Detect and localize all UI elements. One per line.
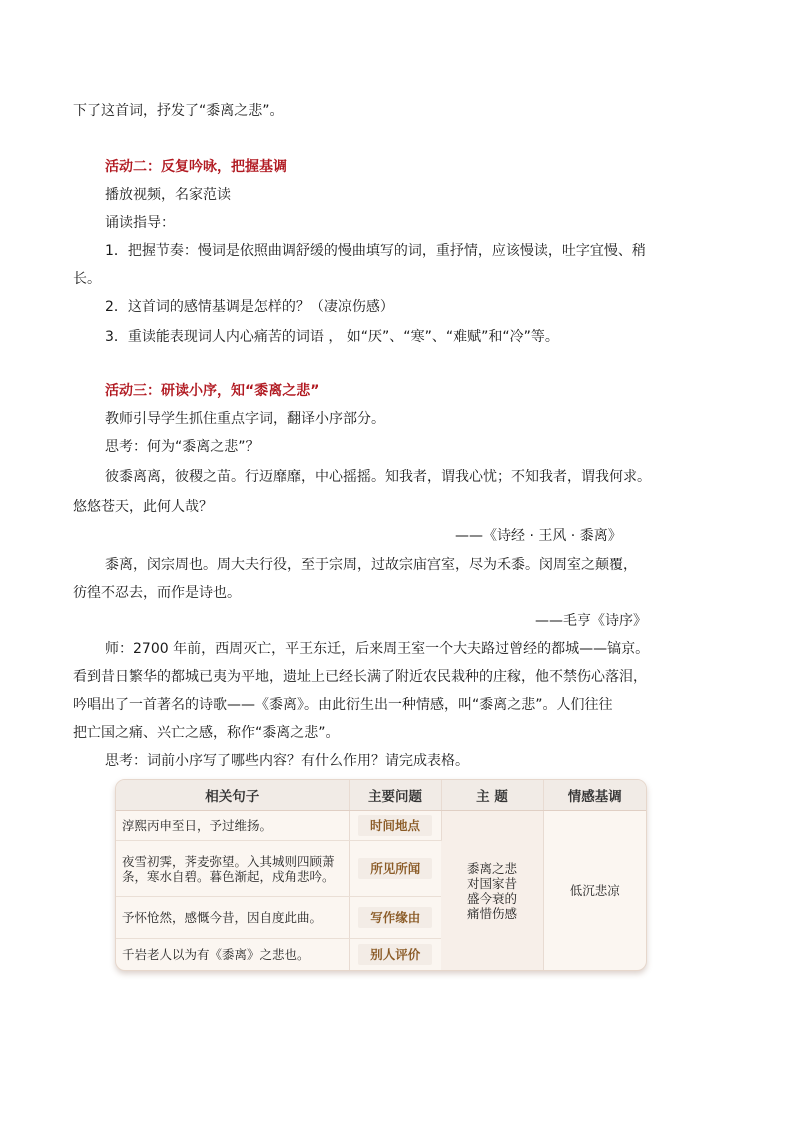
paragraph-line: 播放视频，名家范读 [105,187,231,203]
theme-cell [441,811,543,971]
citation-source: ——《诗经 · 王风 · 黍离》 [455,528,622,544]
paragraph-line: 师：2700 年前，西周灭亡，平王东迁，后来周王室一个大夫路过曾经的都城——镐京。 [105,641,650,657]
paragraph-line: 思考：词前小序写了哪些内容？有什么作用？请完成表格。 [105,753,469,769]
table-cell-sentence: 淳熙丙申至日，予过维扬。 [116,811,349,841]
paragraph-line: 吟唱出了一首著名的诗歌——《黍离》。由此衍生出一种情感，叫“黍离之悲”。人们往往 [73,697,613,713]
question-label: 所见所闻 [358,858,432,879]
header-main-question: 主要问题 [349,780,441,811]
poem-line: 彼黍离离，彼稷之苗。行迈靡靡，中心摇摇。知我者，谓我心忧；不知我者，谓我何求。 [105,469,651,485]
citation-source: ——毛亨《诗序》 [535,613,647,629]
paragraph-line: 看到昔日繁华的都城已夷为平地，遗址上已经长满了附近农民栽种的庄稼，他不禁伤心落泪， [73,669,647,685]
theme-line: 盛今衰的 [466,890,517,906]
quote-line: 彷徨不忍去，而作是诗也。 [73,585,241,601]
preface-analysis-table [115,779,647,971]
theme-line: 痛惜伤感 [466,905,517,921]
table-cell-sentence: 予怀怆然，感慨今昔，因自度此曲。 [116,897,349,939]
theme-line: 对国家昔 [466,875,517,891]
paragraph-line: 教师引导学生抓住重点字词，翻译小序部分。 [105,411,385,427]
paragraph-line: 3．重读能表现词人内心痛苦的词语 ， 如“厌”、“寒”、“难赋”和“冷”等。 [105,329,559,345]
paragraph-line: 1．把握节奏：慢词是依照曲调舒缓的慢曲填写的词，重抒情，应该慢读，吐字宜慢、稍 [105,243,646,259]
quote-line: 黍离，闵宗周也。周大夫行役，至于宗周，过故宗庙宫室，尽为禾黍。闵周室之颠覆， [105,557,637,573]
header-sentences: 相关句子 [116,780,349,811]
activity-three-heading: 活动三：研读小序，知“黍离之悲” [105,383,320,399]
activity-two-heading: 活动二：反复吟咏，把握基调 [105,159,287,175]
paragraph-line: 把亡国之痛、兴亡之感，称作“黍离之悲”。 [73,725,340,741]
theme-line: 黍离之悲 [466,860,517,876]
table-cell-sentence: 夜雪初霁，荠麦弥望。入其城则四顾萧条，寒水自碧。暮色渐起，戍角悲吟。 [116,841,349,897]
paragraph-line: 诵读指导： [105,215,175,231]
question-label: 别人评价 [358,944,432,965]
table-cell-sentence: 千岩老人以为有《黍离》之悲也。 [116,939,349,971]
paragraph-line: 长。 [73,271,101,287]
paragraph-line: 2．这首词的感情基调是怎样的？（凄凉伤感） [105,299,394,315]
header-theme: 主 题 [441,780,543,811]
question-label: 写作缘由 [358,907,432,928]
question-label: 时间地点 [358,815,432,836]
paragraph-line: 下了这首词，抒发了“黍离之悲”。 [73,103,284,119]
paragraph-line: 思考：何为“黍离之悲”？ [105,439,260,455]
poem-line: 悠悠苍天，此何人哉？ [73,499,213,515]
tone-cell: 低沉悲凉 [543,811,646,971]
header-emotional-tone: 情感基调 [543,780,646,811]
